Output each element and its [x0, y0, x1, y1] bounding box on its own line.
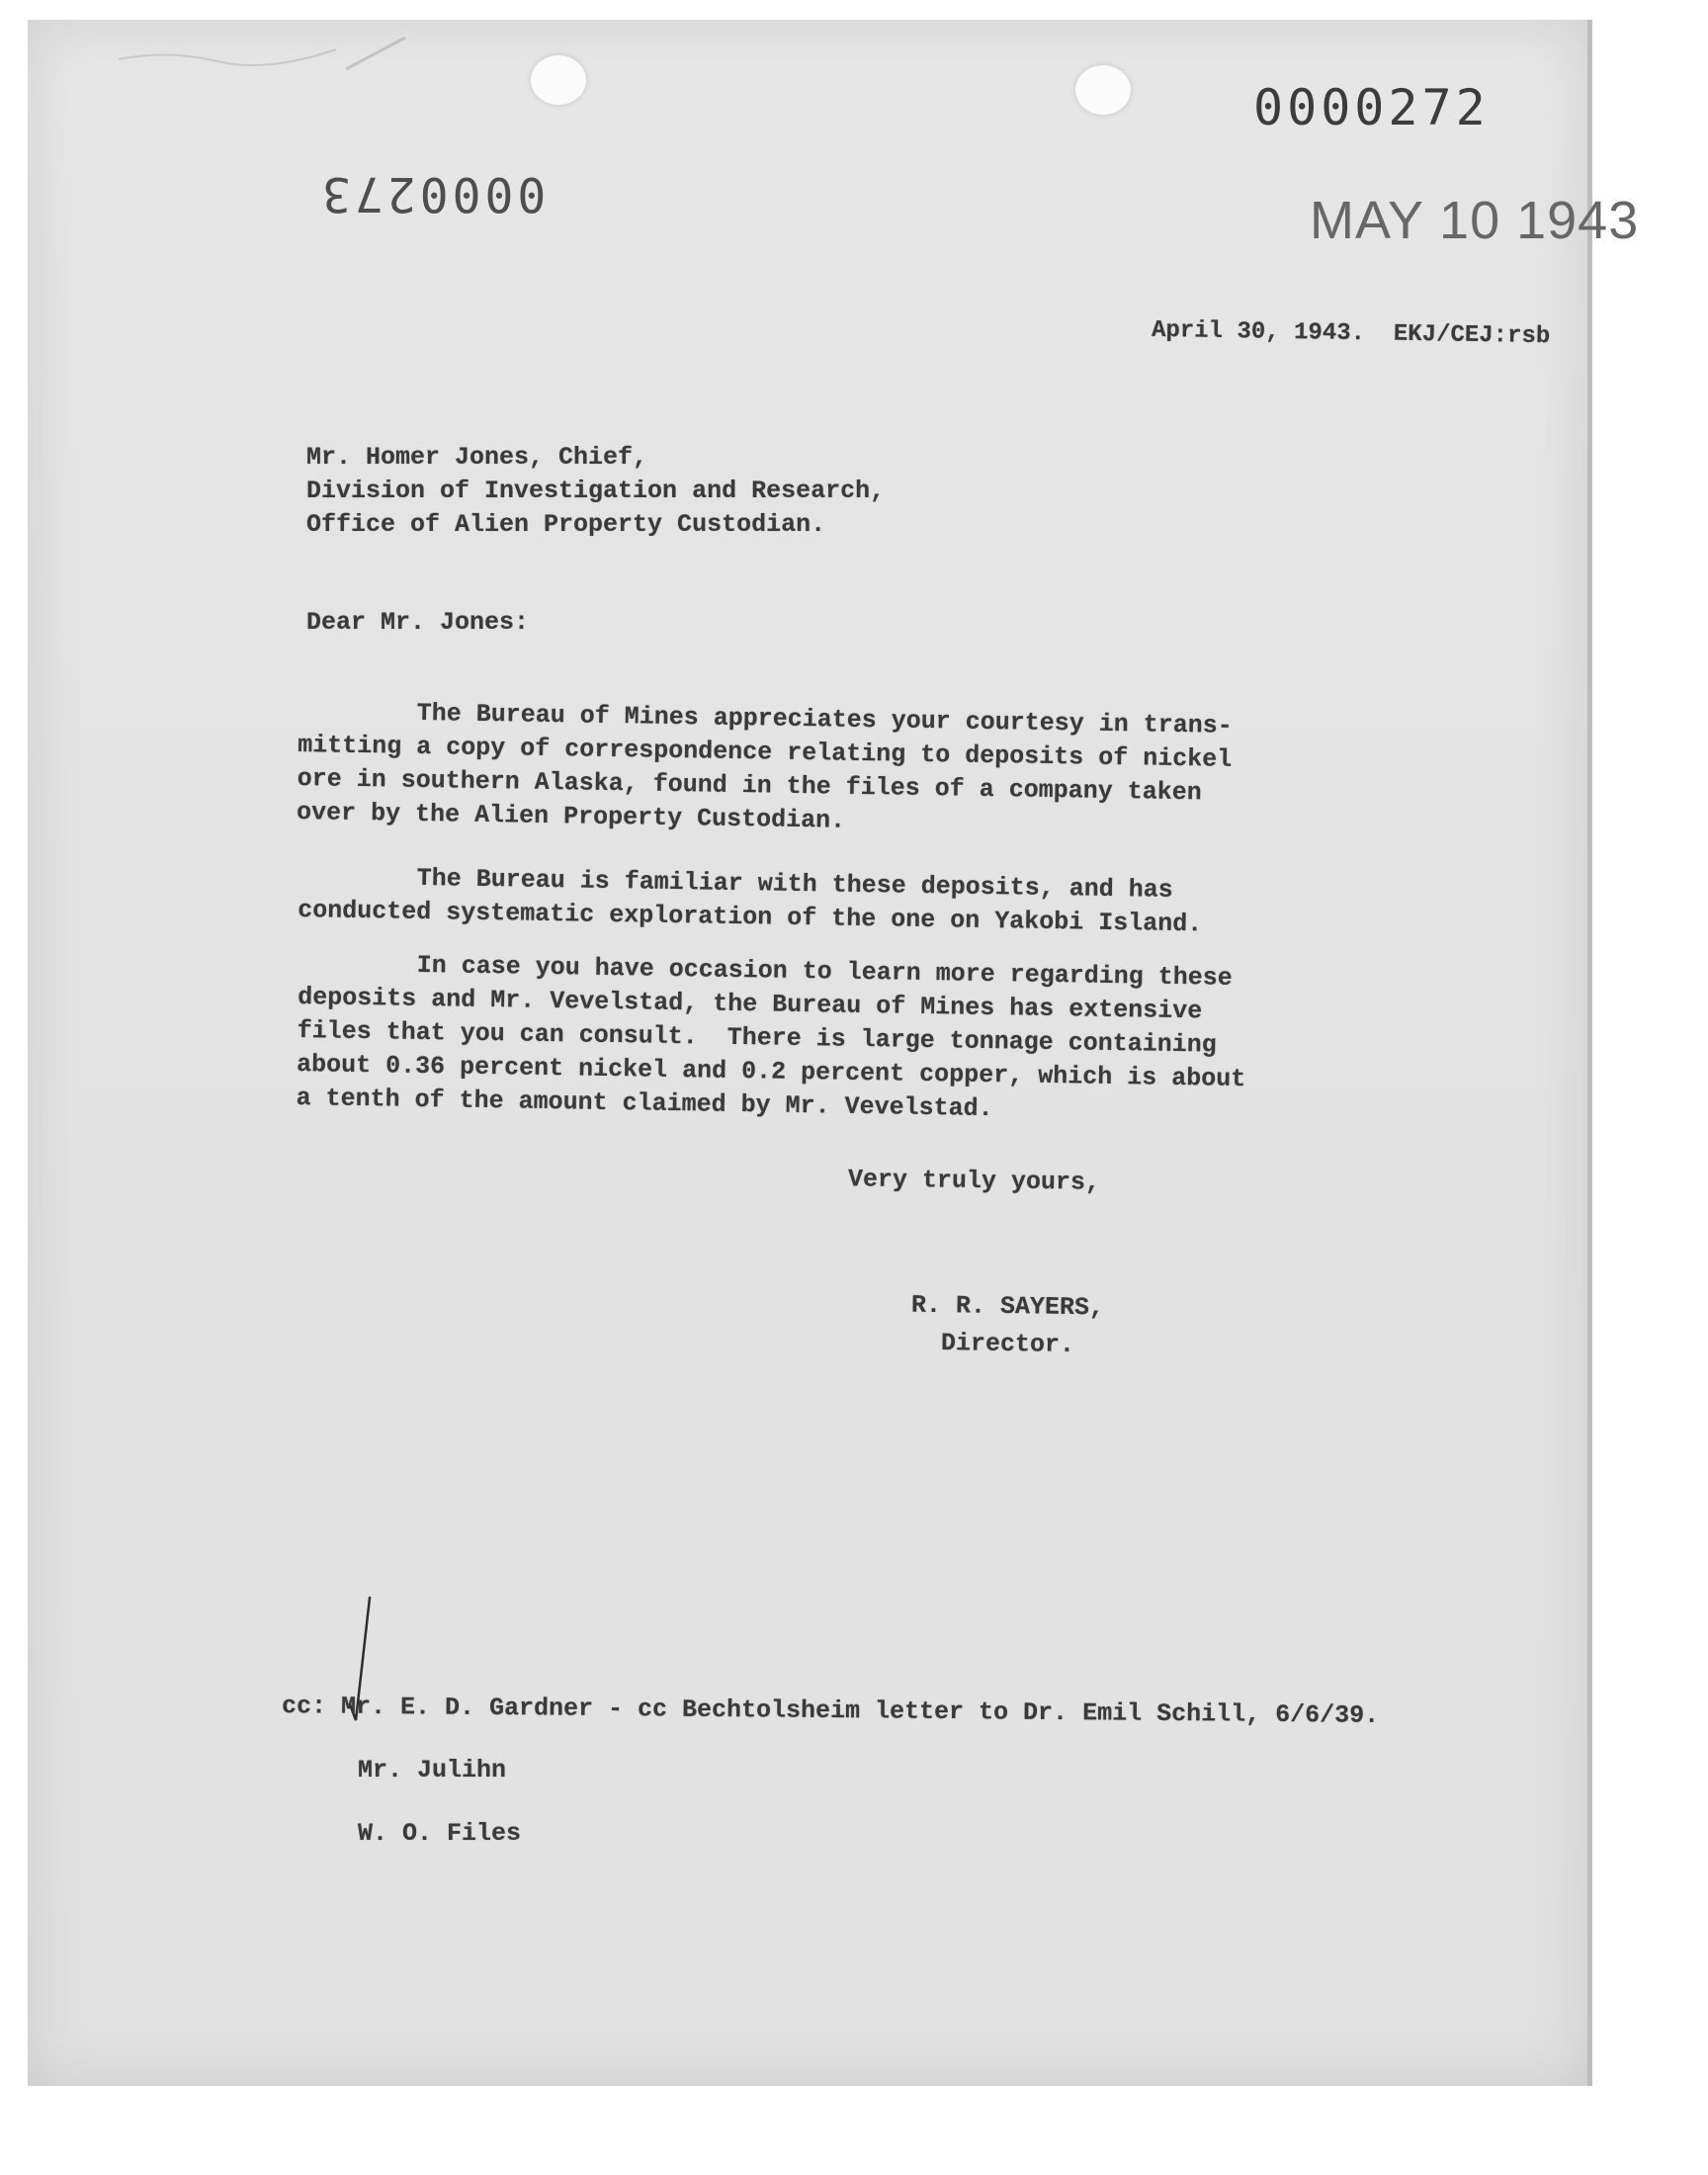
received-date-stamp: MAY 10 1943: [1310, 191, 1640, 250]
paragraph-line: over by the Alien Property Custodian.: [296, 797, 846, 835]
body-paragraph-1: [297, 695, 1233, 844]
paragraph-line: files that you can consult. There is large tonnage containing: [297, 1015, 1217, 1060]
cc-line-files: W. O. Files: [358, 1819, 522, 1848]
salutation: Dear Mr. Jones:: [306, 608, 530, 637]
paragraph-line: The Bureau of Mines appreciates your courtesy in trans-: [298, 696, 1234, 740]
addressee-line: Office of Alien Property Custodian.: [306, 510, 826, 539]
page-edge-shadow: [1587, 20, 1592, 2086]
addressee-line: Mr. Homer Jones, Chief,: [306, 443, 648, 472]
paragraph-line: conducted systematic exploration of the one on Yakobi Island.: [297, 895, 1203, 939]
punch-hole-right: [1075, 65, 1131, 115]
mirrored-file-number-stamp: 0000273: [318, 166, 547, 221]
signer-title: Director.: [940, 1329, 1075, 1359]
cc-line-julihn: Mr. Julihn: [358, 1756, 507, 1784]
body-paragraph-3: [296, 947, 1247, 1130]
paragraph-line: ore in southern Alaska, found in the files of a company taken: [297, 763, 1202, 808]
file-number-stamp: 0000272: [1253, 79, 1490, 136]
paragraph-line: mitting a copy of correspondence relating to deposits of nickel: [297, 730, 1233, 774]
paragraph-line: The Bureau is familiar with these deposits, and has: [298, 861, 1174, 905]
addressee-line: Division of Investigation and Research,: [306, 477, 886, 505]
paragraph-line: about 0.36 percent nickel and 0.2 percent copper, which is about: [296, 1049, 1246, 1094]
paragraph-line: In case you have occasion to learn more regarding these: [298, 948, 1234, 993]
paragraph-line: a tenth of the amount claimed by Mr. Vevelstad.: [296, 1083, 993, 1124]
paragraph-line: deposits and Mr. Vevelstad, the Bureau of Mines has extensive: [297, 982, 1203, 1026]
letter-closing: Very truly yours,: [847, 1165, 1101, 1197]
cc-line-gardner: cc: Mr. E. D. Gardner - cc Bechtolsheim letter to Dr. Emil Schill, 6/6/39.: [281, 1692, 1380, 1730]
body-paragraph-2: [298, 860, 1203, 941]
signer-name: R. R. SAYERS,: [910, 1290, 1105, 1323]
punch-hole-left: [531, 55, 586, 105]
letter-date-line: April 30, 1943. EKJ/CEJ:rsb: [1151, 316, 1551, 351]
margin-smudge: [109, 20, 425, 79]
